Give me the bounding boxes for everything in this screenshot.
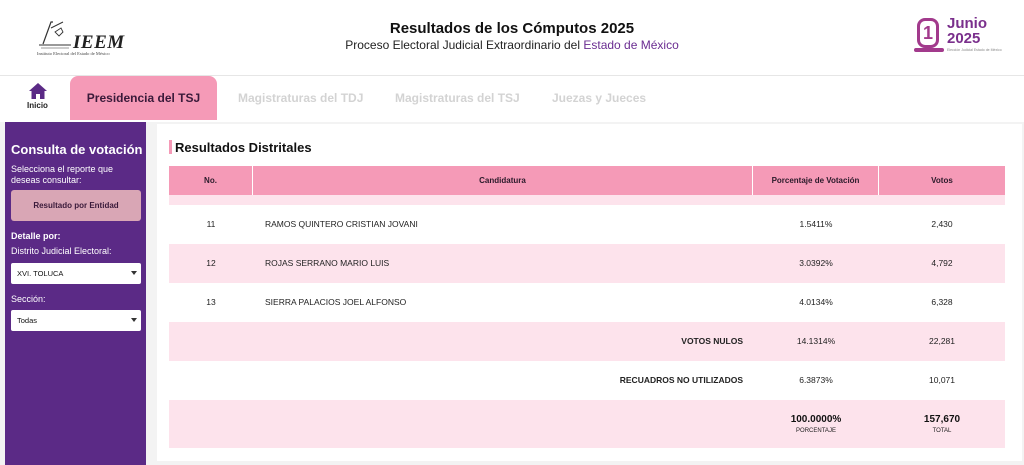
total-percentage-label: PORCENTAJE (796, 428, 836, 434)
table-row (169, 205, 1005, 244)
vote-count: 2,430 (931, 219, 953, 229)
resultado-por-entidad-button[interactable]: Resultado por Entidad (11, 190, 141, 221)
table-row (169, 283, 1005, 322)
district-select-value: XVI. TOLUCA (17, 269, 64, 278)
column-header-no: No. (169, 166, 253, 195)
candidate-name: ROJAS SERRANO MARIO LUIS (265, 258, 390, 268)
district-select[interactable] (11, 263, 141, 284)
tab-magistraturas-tdj[interactable]: Magistraturas del TDJ (238, 91, 364, 105)
tab-magistraturas-tsj[interactable]: Magistraturas del TSJ (395, 91, 520, 105)
column-header-votos: Votos (931, 176, 953, 185)
row-number: 12 (206, 258, 216, 268)
tab-presidencia-tsj[interactable]: Presidencia del TSJ (70, 76, 217, 120)
candidate-name: RAMOS QUINTERO CRISTIAN JOVANI (265, 219, 418, 229)
junio-2025-logo (914, 14, 1002, 60)
votos-nulos-count: 22,281 (929, 336, 955, 346)
results-table-header (169, 166, 1005, 195)
table-row (169, 244, 1005, 283)
tab-juezas-jueces[interactable]: Juezas y Jueces (552, 91, 647, 105)
recuadros-no-utilizados-count: 10,071 (929, 375, 955, 385)
votos-nulos-label: VOTOS NULOS (681, 336, 743, 346)
nav-home-label: Inicio (27, 101, 48, 110)
total-row (169, 400, 1005, 448)
vote-percentage: 3.0392% (799, 258, 833, 268)
district-label: Distrito Judicial Electoral: (11, 246, 112, 256)
chevron-down-icon (131, 318, 137, 322)
candidate-name: SIERRA PALACIOS JOEL ALFONSO (265, 297, 407, 307)
vote-count: 6,328 (931, 297, 953, 307)
ieem-logo-text: IEEM (73, 32, 125, 53)
ieem-logo-tagline: Instituto Electoral del Estado de México (37, 51, 110, 56)
page-title: Resultados de los Cómputos 2025 (389, 20, 635, 37)
page-subtitle (0, 38, 1024, 52)
results-panel (157, 124, 1022, 461)
row-number: 11 (206, 219, 216, 229)
page-subtitle-prefix: Proceso Electoral Judicial Extraordinario del (345, 38, 584, 52)
nav-home[interactable] (15, 80, 60, 120)
total-percentage: 100.0000% (790, 414, 842, 425)
page-subtitle-accent: Estado de México (583, 38, 679, 52)
section-select-value: Todas (17, 316, 38, 325)
column-header-candidatura: Candidatura (253, 166, 753, 195)
votos-nulos-row (169, 322, 1005, 361)
recuadros-no-utilizados-percentage: 6.3873% (799, 375, 833, 385)
column-header-porcentaje: Porcentaje de Votación (753, 166, 879, 195)
vote-percentage: 1.5411% (799, 219, 833, 229)
vote-percentage: 4.0134% (799, 297, 833, 307)
recuadros-no-utilizados-row (169, 361, 1005, 400)
recuadros-no-utilizados-label: RECUADROS NO UTILIZADOS (619, 375, 743, 385)
section-select[interactable] (11, 310, 141, 331)
chevron-down-icon (131, 271, 137, 275)
vote-count: 4,792 (931, 258, 953, 268)
detail-heading: Detalle por: (11, 231, 61, 241)
ballot-box-base-icon (914, 48, 944, 52)
page-header (0, 0, 1024, 76)
row-number: 13 (206, 297, 216, 307)
section-title: Resultados Distritales (175, 140, 312, 155)
main-nav (0, 76, 1024, 122)
sidebar (5, 122, 146, 465)
junio-logo-line1: Junio (947, 15, 987, 32)
home-icon (29, 83, 47, 99)
junio-logo-number: 1 (917, 18, 939, 48)
total-votes-label: TOTAL (932, 428, 952, 434)
table-row-partial (169, 195, 1005, 205)
sidebar-title: Consulta de votación (11, 142, 143, 157)
section-label: Sección: (11, 294, 46, 304)
junio-logo-tagline: Elección Judicial Estado de México (947, 48, 1002, 52)
votos-nulos-percentage: 14.1314% (796, 336, 836, 346)
sidebar-description: Selecciona el reporte que deseas consultar: (11, 164, 114, 185)
section-title-accent (169, 140, 172, 154)
total-votes: 157,670 (923, 414, 961, 425)
junio-logo-line2: 2025 (947, 30, 981, 47)
